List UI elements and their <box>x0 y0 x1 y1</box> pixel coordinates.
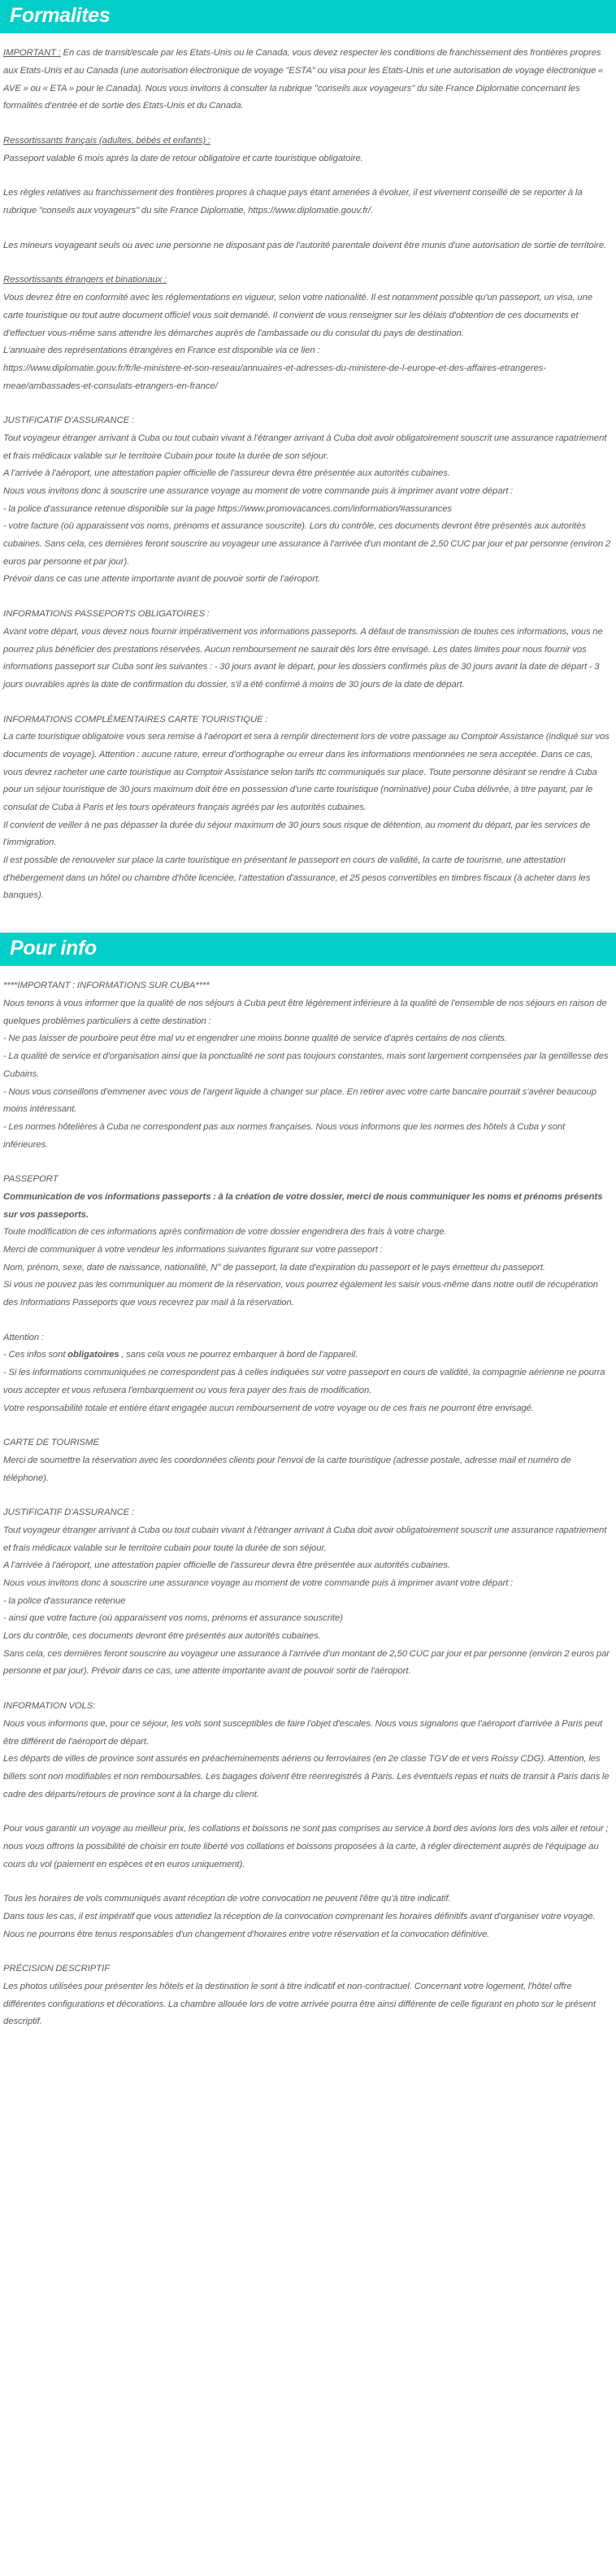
paragraph-photos-indicatives: Les photos utilisées pour présenter les hôtels et la destination le sont à titre indicatif et non-contractuel. Concernant votre logement, l'hôtel offre différentes configurations et décorations. La chambre allouée lors de votre arrivée pourra être ainsi différente de celle figurant en photo sur le présent descriptif. <box>3 1982 596 2027</box>
heading-attention: Attention : <box>3 1332 44 1342</box>
link-annuaire-url[interactable]: https://www.diplomatie.gouv.fr/fr/le-ministere-et-son-reseau/annuaires-et-adresses-du-ministere-de-l-europe-et-des-affaires-etrangeres-meae/ambassades-et-consulats-etrangers-en-france/ <box>3 363 546 391</box>
list-item-argent-liquide: - Nous vous conseillons d'emmener avec vous de l'argent liquide à changer sur place. En retirer avec votre carte bancaire pourrait s'avérer beaucoup moins intéressant. <box>3 1086 596 1115</box>
paragraph-assurance-arrivee-cout: Sans cela, ces dernières feront souscrire au voyageur une assurance à l'arrivée d'un montant de 2,50 CUC par jour et par personne (environ 2 euros par personne et par jour). Prévoir dans ce cas, une attente importante avant de pouvoir sortir de l'aéroport. <box>3 1648 610 1677</box>
paragraph-souscrire-assurance: Nous vous invitons donc à souscrire une assurance voyage au moment de votre commande puis à imprimer avant votre départ : <box>3 486 514 496</box>
spacer <box>3 694 611 711</box>
section-header-pour-info: Pour info <box>0 933 616 966</box>
paragraph-escales: Nous vous informons que, pour ce séjour, les vols sont susceptibles de faire l'objet d'escales. Nous vous signalons que l'aéroport d'arrivée à Paris peut être différent de l'aéroport de départ. <box>3 1718 603 1747</box>
paragraph-controle-documents: Lors du contrôle, ces documents devront être présentés aux autorités cubaines. <box>3 1631 321 1642</box>
heading-carte-de-tourisme: CARTE DE TOURISME <box>3 1438 99 1448</box>
list-item-facture: - votre facture (où apparaissent vos noms, prénoms et assurance souscrite). Lors du contrôle, ces documents devront être présentés aux autorités cubaines. Sans cela, ces dernières feront souscrire au voyageur une assurance à l'arrivée d'un montant de 2,50 CUC par jour et par personne (environ 2 euros par personne et par jour). <box>3 521 611 567</box>
spacer <box>3 905 611 933</box>
section-body-formalites <box>0 33 616 933</box>
paragraph-communication-passeports: Communication de vos informations passeports : à la création de votre dossier, merci de nous communiquer les noms et prénoms présents sur vos passeports. <box>3 1191 603 1220</box>
heading-information-vols: INFORMATION VOLS: <box>3 1701 96 1712</box>
list-item-pourboire: - Ne pas laisser de pourboire peut être mal vu et engendrer une moins bonne qualité de service d'après certains de nos clients. <box>3 1033 507 1044</box>
spacer <box>3 33 611 45</box>
spacer <box>3 168 611 185</box>
paragraph-renouvellement-carte: Il est possible de renouveler sur place la carte touristique en présentant le passeport en cours de validité, la carte de tourisme, une attestation d'hébergement dans un hôtel ou chambre d'hôte licenciée, l'attestation d'assurance, et 25 pesos convertibles en timbres fiscaux (à acheter dans les banques). <box>3 855 591 901</box>
paragraph-champs-passeport: Nom, prénom, sexe, date de naissance, nationalité, N° de passeport, la date d'expiration du passeport et le pays émetteur du passeport. <box>3 1262 546 1273</box>
heading-carte-touristique: INFORMATIONS COMPLÉMENTAIRES CARTE TOURISTIQUE : <box>3 714 268 724</box>
heading-informations-passeports: INFORMATIONS PASSEPORTS OBLIGATOIRES : <box>3 609 210 620</box>
paragraph-assurance-obligatoire: Tout voyageur étranger arrivant à Cuba ou tout cubain vivant à l'étranger arrivant à Cuba doit avoir obligatoirement souscrit une assurance rapatriement et frais médicaux valable sur le territoire Cubain pour toute la durée de son séjour. <box>3 433 607 461</box>
section-body-pour-info <box>0 966 616 2031</box>
paragraph-responsabilite: Votre responsabilité totale et entière étant engagée aucun remboursement de votre voyage ou de ces frais ne pourront être envisagé. <box>3 1403 534 1413</box>
label-ressortissants-francais <box>3 133 611 150</box>
paragraph-communiquer-vendeur: Merci de communiquer à votre vendeur les informations suivantes figurant sur votre passeport : <box>3 1245 383 1255</box>
heading-justificatif-assurance: JUSTIFICATIF D'ASSURANCE : <box>3 416 134 426</box>
paragraph-assurance-obligatoire-2: Tout voyageur étranger arrivant à Cuba ou tout cubain vivant à l'étranger arrivant à Cuba doit avoir obligatoirement souscrit une assurance rapatriement et frais médicaux valable sur le territoire cubain pour toute la durée de son séjour. <box>3 1525 607 1553</box>
list-item-police-assurance-2: - la police d'assurance retenue <box>3 1595 126 1606</box>
label-ressortissants-francais-text: Ressortissants français (adultes, bébés et enfants) : <box>3 136 210 146</box>
paragraph-collations-boissons: Pour vous garantir un voyage au meilleur prix, les collations et boissons ne sont pas comprises au service à bord des avions lors des vols aller et retour ; nous vous offrons la possibilité de choisir en toute liberté vos collations et boissons proposées à la carte, à régler directement auprès de l'équipage au cours du vol (paiement en espèces et en euros uniquement). <box>3 1824 609 1869</box>
paragraph-attente-aeroport: Prévoir dans ce cas une attente importante avant de pouvoir sortir de l'aéroport. <box>3 574 321 585</box>
spacer <box>3 589 611 606</box>
spacer <box>3 1943 611 1960</box>
paragraph-conformite-reglementations: Vous devrez être en conformité avec les réglementations en vigueur, selon votre nationalité. Il est notamment possible qu'un passeport, un visa, une carte touristique ou tout autre document officiel vous soit demandé. Il convient de vous renseigner sur les délais d'obtention de ces documents et d'effectuer vous-même sans attendre les démarches auprès de l'ambassade ou du consulat du pays de destination. <box>3 293 593 338</box>
section-formalites <box>0 0 616 933</box>
paragraph-souscrire-assurance-2: Nous vous invitons donc à souscrire une assurance voyage au moment de votre commande puis à imprimer avant votre départ : <box>3 1578 514 1588</box>
list-item-infos-obligatoires <box>3 1347 611 1364</box>
list-item-facture-2: - ainsi que votre facture (où apparaissent vos noms, prénoms et assurance souscrite) <box>3 1613 343 1624</box>
spacer <box>3 1154 611 1171</box>
spacer <box>3 1417 611 1434</box>
paragraph-horaires-indicatifs: Tous les horaires de vols communiqués avant réception de votre convocation ne peuvent l'être qu'à titre indicatif. <box>3 1894 451 1904</box>
list-item-normes-hotelieres: - Les normes hôtelières à Cuba ne correspondent pas aux normes françaises. Nous vous informons que les normes des hôtels à Cuba y sont inférieures. <box>3 1121 566 1150</box>
paragraph-attestation-aeroport-2: A l'arrivée à l'aéroport, une attestation papier officielle de l'assureur devra être présentée aux autorités cubaines. <box>3 1560 450 1571</box>
spacer <box>3 966 611 977</box>
list-item-informations-divergentes: - Si les informations communiquées ne correspondent pas à celles indiquées sur votre passeport en cours de validité, la compagnie aérienne ne pourra vous accepter et vous refusera l'embarquement ou vous fera payer des frais de modification. <box>3 1368 605 1395</box>
paragraph-qualite-sejours: Nous tenons à vous informer que la qualité de nos séjours à Cuba peut être légèrement inférieure à la qualité de l'ensemble de nos séjours en raison de quelques problèmes particuliers à cette destination : <box>3 999 607 1026</box>
paragraph-carte-touristique: La carte touristique obligatoire vous sera remise à l'aéroport et sera à remplir directement lors de votre passage au Comptoir Assistance (indiqué sur vos documents de voyage). Attention : aucune rature, erreur d'orthographe ou erreur dans les informations mentionnées ne sera acceptée. Dans ce cas, vous devrez racheter une carte touristique au Comptoir Assistance selon tarifs ttc communiqués sur place. Toute personne désirant se rendre à Cuba pour un séjour touristique de 30 jours maximum doit être en possession d'une carte touristique (nominative) pour Cuba délivrée, à titre payant, par le consulat de Cuba à Paris et les tours opérateurs français agréés par les autorités cubaines. <box>3 732 609 812</box>
section-header-formalites: Formalites <box>0 0 616 33</box>
label-ressortissants-etrangers <box>3 272 611 289</box>
paragraph-outil-recuperation: Si vous ne pouvez pas les communiquer au moment de la réservation, vous pourrez également les saisir vous-même dans notre outil de récupération des Informations Passeports que vous recevrez par mail à la réservation. <box>3 1280 598 1308</box>
spacer <box>3 115 611 133</box>
paragraph-changement-horaires: Nous ne pourrons être tenus responsables d'un changement d'horaires entre votre réservation et la convocation définitive. <box>3 1929 490 1939</box>
paragraph-regles-frontieres: Les règles relatives au franchissement des frontières propres à chaque pays étant amenées à évoluer, il est vivement conseillé de se reporter à la rubrique "conseils aux voyageurs" du site France Diplomatie, https://www.diplomatie.gouv.fr/. <box>3 188 583 216</box>
spacer <box>3 1804 611 1821</box>
paragraph-informations-passeports: Avant votre départ, vous devez nous fournir impérativement vos informations passeports. A défaut de transmission de toutes ces informations, vous ne pourrez plus bénéficier des prestations réservées. Aucun remboursement ne saurait dès lors être envisagé. Les dates limites pour nous fournir vos informations passeport sur Cuba sont les suivantes : - 30 jours avant le départ, pour les dossiers confirmés plus de 30 jours avant la date de départ - 3 jours ouvrables après la date de confirmation du dossier, s'il a été confirmé à moins de 30 jours de la date de départ. <box>3 626 603 690</box>
list-item-police-assurance: - la police d'assurance retenue disponible sur la page https://www.promovacances.com/information/#assurances <box>3 503 453 514</box>
section-pour-info <box>0 933 616 2031</box>
paragraph-important-transit-text: En cas de transit/escale par les Etats-Unis ou le Canada, vous devez respecter les conditions de franchissement des frontières propres aux Etats-Unis et au Canada (une autorisation électronique de voyage "ESTA" ou visa pour les Etats-Unis et une autorisation de voyage électronique « AVE » ou « ETA » pour le Canada). Nous vous invitons à consulter la rubrique "conseils aux voyageurs" du site France Diplomatie concernant les formalités d'entrée et de sortie des Etats-Unis et du Canada. <box>3 48 604 111</box>
label-important: IMPORTANT : <box>3 48 61 59</box>
paragraph-coordonnees-clients: Merci de soumettre la réservation avec les coordonnées clients pour l'envoi de la carte touristique (adresse postale, adresse mail et numéro de téléphone). <box>3 1455 571 1483</box>
spacer <box>3 1312 611 1329</box>
label-ressortissants-etrangers-text: Ressortissants étrangers et binationaux : <box>3 275 167 285</box>
paragraph-important-transit <box>3 45 611 115</box>
paragraph-preacheminements: Les départs de villes de province sont assurés en préacheminements aériens ou ferroviaires (en 2e classe TGV de et vers Roissy CDG). Attention, les billets sont non modifiables et non remboursables. Les bagages doivent être réenregistrés à Paris. Les éventuels repas et nuits de transit à Paris dans le cadre des départs/retours de province sont à la charge du client. <box>3 1754 609 1799</box>
spacer <box>3 255 611 272</box>
paragraph-mineurs: Les mineurs voyageant seuls ou avec une personne ne disposant pas de l'autorité parentale doivent être munis d'une autorisation de sortie de territoire. <box>3 240 607 250</box>
spacer <box>3 1681 611 1698</box>
paragraph-passeport-valable: Passeport valable 6 mois après la date de retour obligatoire et carte touristique obligatoire. <box>3 153 363 163</box>
heading-important-cuba: ****IMPORTANT : INFORMATIONS SUR CUBA**** <box>3 981 210 991</box>
paragraph-duree-sejour: Il convient de veiller à ne pas dépasser la durée du séjour maximum de 30 jours sous risque de détention, au moment du départ, par les services de l'immigration. <box>3 820 591 848</box>
heading-justificatif-assurance-2: JUSTIFICATIF D'ASSURANCE : <box>3 1508 134 1518</box>
spacer <box>3 1873 611 1891</box>
infos-obligatoires-emphasis: obligatoires <box>67 1350 119 1360</box>
spacer <box>3 1487 611 1504</box>
infos-obligatoires-suffix: , sans cela vous ne pourrez embarquer à bord de l'appareil. <box>119 1350 358 1360</box>
paragraph-annuaire-lien: L'annuaire des représentations étrangères en France est disponible via ce lien : <box>3 346 320 356</box>
paragraph-convocation: Dans tous les cas, il est impératif que vous attendiez la réception de la convocation comprenant les horaires définitifs avant d'organiser votre voyage. <box>3 1912 596 1921</box>
paragraph-modification-frais: Toute modification de ces informations après confirmation de votre dossier engendrera des frais à votre charge. <box>3 1227 447 1238</box>
spacer <box>3 395 611 412</box>
heading-passeport: PASSEPORT <box>3 1174 59 1185</box>
paragraph-attestation-aeroport: A l'arrivée à l'aéroport, une attestation papier officielle de l'assureur devra être présentée aux autorités cubaines. <box>3 468 450 479</box>
spacer <box>3 220 611 237</box>
list-item-qualite-service: - La qualité de service et d'organisation ainsi que la ponctualité ne sont pas toujours constantes, mais sont largement compensées par la gentillesse des Cubains. <box>3 1051 609 1079</box>
infos-obligatoires-prefix: - Ces infos sont <box>3 1350 68 1360</box>
heading-precision-descriptif: PRÉCISION DESCRIPTIF <box>3 1964 111 1974</box>
